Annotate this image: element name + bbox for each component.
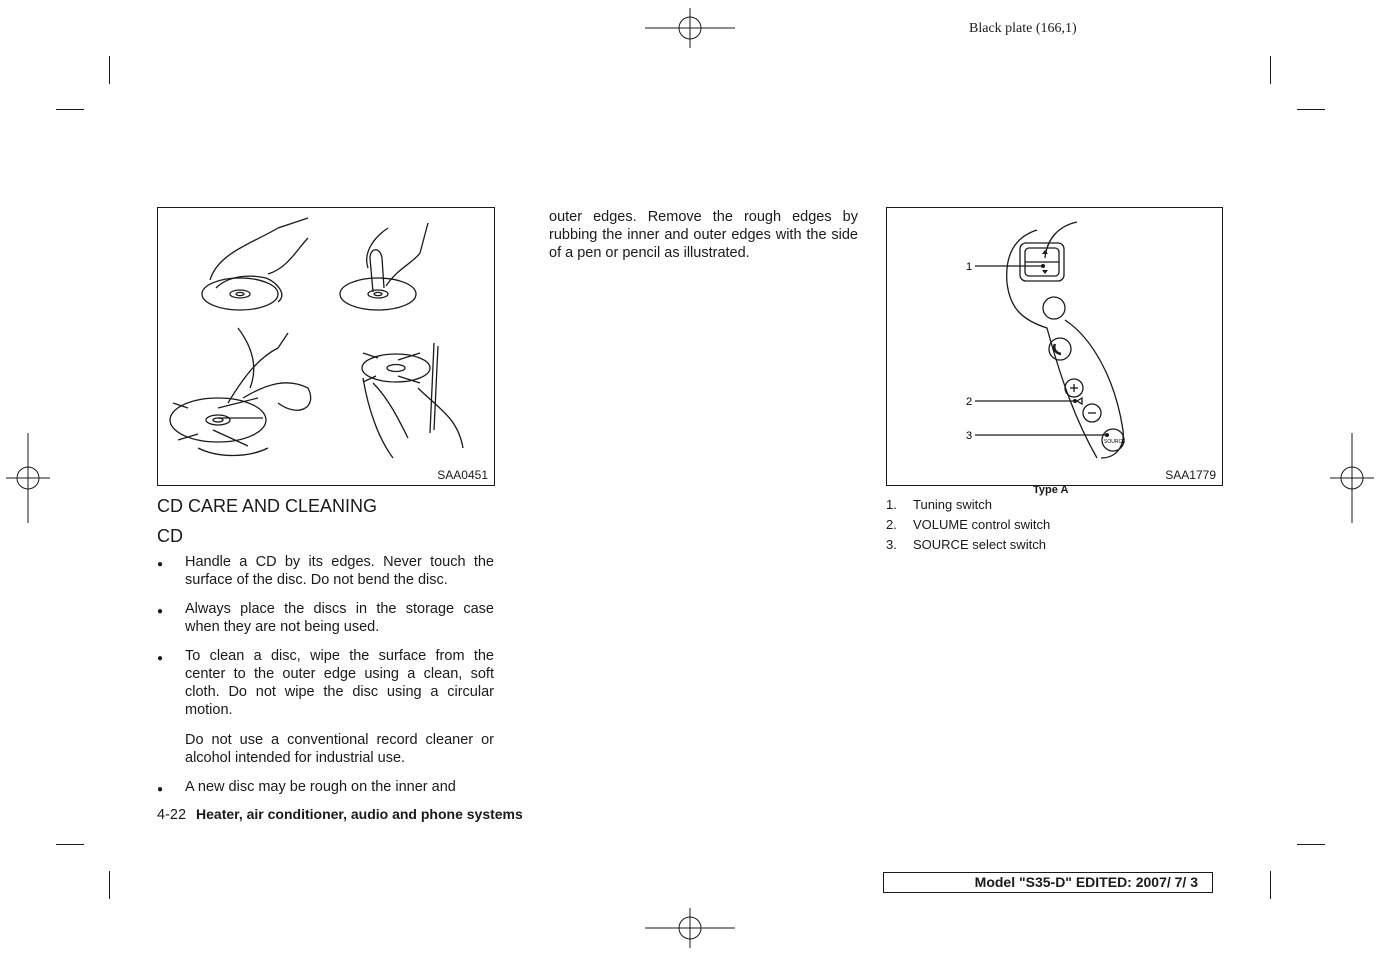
cd-handling-illustration [158, 208, 494, 468]
section-subtitle: CD [157, 526, 183, 546]
section-title: CD CARE AND CLEANING [157, 496, 378, 516]
source-button-label: SOURCE [1104, 439, 1126, 445]
bullet-symbol: ● [157, 559, 164, 570]
callout-2: 2 [966, 396, 973, 408]
bullet-text: Always place the discs in the storage case when they are not being used. [185, 601, 494, 635]
steering-switch-figure [886, 207, 1223, 486]
page-footer [157, 806, 523, 823]
legend-number: 3. [886, 537, 897, 552]
bullet-text: A new disc may be rough on the inner and [185, 779, 456, 795]
registration-mark-bottom [645, 908, 735, 948]
cd-care-figure [157, 207, 495, 486]
legend-item [886, 517, 1050, 532]
steering-switch-illustration [887, 208, 1222, 473]
chapter-title: Heater, air conditioner, audio and phone systems [196, 806, 523, 822]
column2-paragraph: outer edges. Remove the rough edges by rubbing the inner and outer edges with the side of a pen or pencil as illustrated. [549, 209, 858, 261]
plate-label: Black plate (166,1) [969, 21, 1077, 36]
model-edited-box: Model "S35-D" EDITED: 2007/ 7/ 3 [883, 872, 1213, 893]
legend-number: 1. [886, 497, 897, 512]
bullet-symbol: ● [157, 784, 164, 795]
legend-label: VOLUME control switch [913, 517, 1051, 532]
legend-item [886, 537, 1046, 552]
legend-label: Tuning switch [913, 497, 992, 512]
bullet-symbol: ● [157, 653, 164, 664]
callout-3: 3 [966, 430, 973, 442]
registration-mark-right [1330, 433, 1374, 523]
callout-1: 1 [966, 261, 973, 273]
note-paragraph: Do not use a conventional record cleaner or alcohol intended for industrial use. [185, 732, 494, 766]
bullet-text: To clean a disc, wipe the surface from the center to the outer edge using a clean, soft cloth. Do not wipe the disc using a circular motion. [185, 648, 494, 718]
figure-code: SAA1779 [1165, 468, 1216, 482]
figure-caption: Type A [1033, 484, 1069, 496]
legend-number: 2. [886, 517, 897, 532]
bullet-text: Handle a CD by its edges. Never touch the surface of the disc. Do not bend the disc. [185, 554, 494, 588]
registration-mark-top [645, 8, 735, 48]
page-number: 4-22 [157, 807, 187, 823]
registration-mark-left [6, 433, 50, 523]
legend-label: SOURCE select switch [913, 537, 1046, 552]
legend-item [886, 497, 992, 512]
figure-code: SAA0451 [437, 468, 488, 482]
bullet-symbol: ● [157, 606, 164, 617]
